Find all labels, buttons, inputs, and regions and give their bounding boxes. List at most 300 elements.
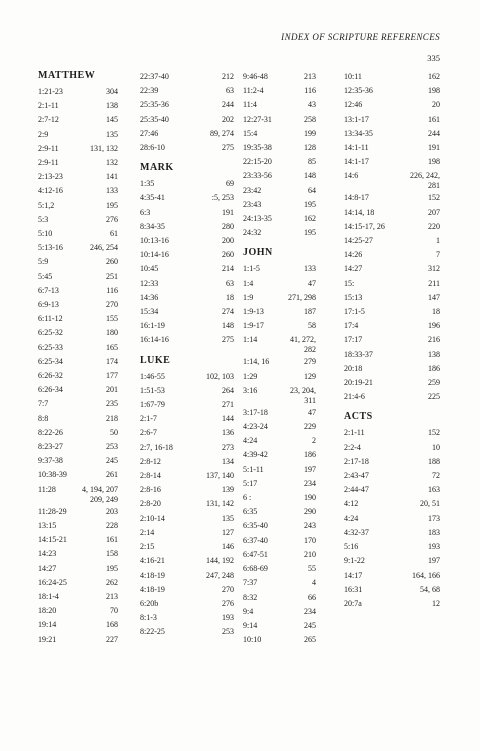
page-references: 244 [222, 100, 234, 110]
scripture-reference: 6:25-34 [38, 356, 63, 366]
scripture-reference: 8:22-25 [140, 627, 165, 637]
page-references: 138 [428, 349, 440, 359]
book-heading: LUKE [140, 354, 171, 366]
index-column-3 [243, 70, 316, 647]
page-references: 213 [304, 72, 316, 81]
scripture-reference: 4:24 [243, 436, 258, 446]
page-references: 290 [304, 507, 316, 517]
page-references: 304 [106, 87, 118, 96]
scripture-reference: 24:13-35 [243, 214, 272, 224]
scripture-reference: 17:17 [344, 335, 363, 345]
page-references: 200 [222, 236, 234, 246]
page-references: 247, 248 [206, 570, 234, 580]
scripture-reference: 1:14 [243, 335, 258, 345]
index-column-4 [344, 70, 440, 611]
index-entry [243, 463, 316, 477]
index-entry [344, 390, 440, 404]
page-references: 55 [308, 564, 316, 574]
page-references: 210 [304, 549, 316, 559]
scripture-reference: 9:46-48 [243, 72, 268, 81]
index-entry [140, 469, 234, 483]
scripture-reference: 14:1-17 [344, 157, 369, 167]
index-entry [344, 248, 440, 262]
index-entry [344, 483, 440, 497]
page-references: 195 [304, 199, 316, 209]
page-references: 128 [304, 143, 316, 153]
scripture-reference: 2:8-14 [140, 471, 161, 481]
scripture-reference: 10:38-39 [38, 470, 67, 480]
page-references: 187 [304, 307, 316, 317]
scripture-reference: 19:35-38 [243, 143, 272, 153]
index-entry [344, 376, 440, 390]
page-references: 265 [304, 635, 316, 645]
index-entry [243, 141, 316, 155]
index-entry [243, 355, 316, 369]
page-references: 186 [428, 363, 440, 373]
index-column-2 [140, 70, 234, 640]
index-entry [140, 141, 234, 155]
scripture-reference: 4:39-42 [243, 450, 268, 460]
scripture-reference: 1:9-13 [243, 307, 264, 317]
page-references: 220 [428, 221, 440, 231]
page-references: 129 [304, 371, 316, 381]
page-references: 173 [428, 513, 440, 523]
scripture-reference: 6:26-34 [38, 385, 63, 395]
scripture-reference: 1:14, 16 [243, 357, 270, 367]
scripture-reference: 1:67-79 [140, 400, 165, 410]
index-entry [243, 333, 316, 355]
scripture-reference: 4:24 [344, 513, 359, 523]
index-entry [140, 426, 234, 440]
scripture-reference: 1:21-23 [38, 87, 63, 96]
index-entry [243, 70, 316, 84]
page-references: 198 [428, 157, 440, 167]
index-entry [38, 440, 118, 454]
scripture-reference: 19:14 [38, 620, 57, 630]
page-references: 275 [222, 335, 234, 345]
scripture-reference: 12:27-31 [243, 114, 272, 124]
page-references: 70 [110, 606, 118, 616]
scripture-reference: 20:7a [344, 598, 362, 608]
index-entry [140, 84, 234, 98]
scripture-reference: 8:34-35 [140, 221, 165, 231]
scripture-reference: 17:4 [344, 321, 359, 331]
scripture-reference: 17:1-5 [344, 307, 365, 317]
page-references: 246, 254 [90, 243, 118, 253]
scripture-reference: 5:9 [38, 257, 49, 267]
scripture-reference: 11:4 [243, 100, 257, 110]
page-references: 138 [106, 101, 118, 111]
scripture-reference: 10:14-16 [140, 250, 169, 260]
page-references: 136 [222, 428, 234, 438]
index-entry [38, 113, 118, 127]
page-references: 190 [304, 493, 316, 503]
index-entry [344, 220, 440, 234]
index-entry [243, 84, 316, 98]
page-references: 279 [304, 357, 316, 367]
scripture-reference: 1:29 [243, 371, 258, 381]
page-references: 116 [304, 86, 316, 96]
page-references: 270 [222, 584, 234, 594]
book-heading: JOHN [243, 247, 273, 259]
scripture-reference: 11:28-29 [38, 506, 67, 516]
index-entry [344, 141, 440, 155]
page-references: 234 [304, 606, 316, 616]
index-entry [344, 469, 440, 483]
index-entry [344, 497, 440, 511]
scripture-reference: 8:22-26 [38, 427, 63, 437]
scripture-reference: 2:9-11 [38, 158, 59, 168]
index-entry [38, 562, 118, 576]
scripture-reference: 16:31 [344, 584, 363, 594]
scripture-reference: 11:2-4 [243, 86, 264, 96]
page-references: 245 [304, 620, 316, 630]
scripture-reference: 16:1-19 [140, 321, 165, 331]
page-references: 141 [106, 172, 118, 182]
page-references: 274 [222, 307, 234, 317]
scripture-reference: 15: [344, 278, 355, 288]
page-references: 253 [106, 442, 118, 452]
index-entry [344, 70, 440, 84]
scripture-reference: 19:21 [38, 634, 57, 644]
page-references: 260 [222, 250, 234, 260]
scripture-reference: 2:7, 16-18 [140, 442, 173, 452]
scripture-reference: 11:28 [38, 484, 56, 494]
page-references: 245 [106, 456, 118, 466]
index-entry [38, 618, 118, 632]
index-entry [38, 326, 118, 340]
page-references: 164, 166 [412, 570, 440, 580]
page-references: 135 [106, 129, 118, 139]
index-entry [140, 384, 234, 398]
scripture-reference: 10:13-16 [140, 236, 169, 246]
page-references: 195 [106, 563, 118, 573]
page-references: 66 [308, 592, 316, 602]
scripture-reference: 23:43 [243, 199, 262, 209]
index-entry [344, 583, 440, 597]
index-entry [38, 199, 118, 213]
page-references: 155 [106, 314, 118, 324]
index-entry [140, 554, 234, 568]
page-references: 63 [226, 278, 234, 288]
page-references: 18 [432, 307, 440, 317]
index-entry [38, 426, 118, 440]
index-entry [140, 234, 234, 248]
scripture-reference: 14:14, 18 [344, 207, 375, 217]
page-references: 144 [222, 414, 234, 424]
section-spacer [140, 155, 234, 162]
scripture-reference: 6:9-13 [38, 300, 59, 310]
index-entry [38, 170, 118, 184]
index-entry [243, 184, 316, 198]
index-entry [243, 420, 316, 434]
scripture-reference: 1:1-5 [243, 264, 260, 274]
scripture-reference: 15:34 [140, 307, 159, 317]
scripture-reference: 14:8-17 [344, 193, 369, 203]
scripture-reference: 9:37-38 [38, 456, 63, 466]
scripture-reference: 18:1-4 [38, 591, 59, 601]
scripture-reference: 6:47-51 [243, 549, 268, 559]
page-references: 228 [106, 520, 118, 530]
page-references: 261 [106, 470, 118, 480]
page-references: 262 [106, 577, 118, 587]
page-references: 234 [304, 478, 316, 488]
scripture-reference: 2:15 [140, 542, 155, 552]
page-references: 276 [106, 214, 118, 224]
book-heading: ACTS [344, 411, 373, 423]
scripture-reference: 7:37 [243, 578, 258, 588]
scripture-reference: 10:10 [243, 635, 262, 645]
scripture-reference: 12:33 [140, 278, 159, 288]
index-entry [38, 412, 118, 426]
page-references: 85 [308, 157, 316, 167]
page-references: 259 [428, 378, 440, 388]
page-references: 202 [222, 114, 234, 124]
scripture-reference: 25:35-40 [140, 114, 169, 124]
index-entry [140, 497, 234, 511]
page-references: 280 [222, 221, 234, 231]
index-entry [140, 569, 234, 583]
scripture-reference: 6:20b [140, 598, 159, 608]
index-entry [243, 169, 316, 183]
page-references: 168 [106, 620, 118, 630]
page-references: 20 [432, 100, 440, 110]
page-references: 212 [222, 72, 234, 81]
scripture-reference: 20:18 [344, 363, 363, 373]
page-references: 161 [428, 114, 440, 124]
scripture-reference: 5:1,2 [38, 200, 55, 210]
page-references: 244 [428, 128, 440, 138]
index-entry [243, 113, 316, 127]
index-entry [38, 468, 118, 482]
index-entry [344, 597, 440, 611]
scripture-reference: 2:6-7 [140, 428, 157, 438]
page-references: 69 [226, 179, 234, 189]
scripture-reference: 10:11 [344, 72, 362, 81]
index-entry [38, 576, 118, 590]
page-references: 203 [106, 506, 118, 516]
index-entry [140, 412, 234, 426]
scripture-reference: 14:27 [38, 563, 57, 573]
index-entry [38, 505, 118, 519]
page-references: 197 [428, 556, 440, 566]
scripture-reference: 4:32-37 [344, 527, 369, 537]
index-entry [344, 426, 440, 440]
page-references: 253 [222, 627, 234, 637]
page-references: 152 [428, 193, 440, 203]
page-references: 275 [222, 143, 234, 153]
index-entry [140, 319, 234, 333]
page-references: 260 [106, 257, 118, 267]
page-references: 152 [428, 428, 440, 438]
page-references: 133 [106, 186, 118, 196]
index-entry [140, 113, 234, 127]
page-references: 211 [428, 278, 440, 288]
scripture-reference: 2:1-11 [344, 428, 365, 438]
index-entry [38, 298, 118, 312]
index-entry [243, 477, 316, 491]
scripture-reference: 5:17 [243, 478, 258, 488]
scripture-reference: 1:9-17 [243, 321, 264, 331]
scripture-reference: 8:1-3 [140, 613, 157, 623]
page-references: 188 [428, 456, 440, 466]
scripture-reference: 8:32 [243, 592, 258, 602]
index-entry [38, 241, 118, 255]
page-references: 89, 274 [210, 128, 234, 138]
scripture-reference: 2:8-20 [140, 499, 161, 509]
index-entry [243, 212, 316, 226]
scripture-reference: 8:8 [38, 413, 49, 423]
index-entry [38, 142, 118, 156]
scripture-reference: 18:20 [38, 606, 57, 616]
scripture-reference: 2:14 [140, 527, 155, 537]
index-entry [243, 505, 316, 519]
index-entry [243, 448, 316, 462]
scripture-reference: 13:34-35 [344, 128, 373, 138]
index-entry [140, 127, 234, 141]
page-references: 195 [106, 200, 118, 210]
index-entry [140, 583, 234, 597]
page-references: 198 [428, 86, 440, 96]
section-spacer [243, 240, 316, 247]
scripture-reference: 14:23 [38, 549, 57, 559]
page-references: 4, 194, 207 209, 249 [82, 484, 118, 504]
index-entry [344, 554, 440, 568]
index-entry [243, 319, 316, 333]
index-entry [344, 206, 440, 220]
index-entry [243, 434, 316, 448]
index-entry [243, 384, 316, 406]
index-entry [38, 483, 118, 505]
index-entry [344, 127, 440, 141]
index-entry [38, 604, 118, 618]
scripture-reference: 14:27 [344, 264, 363, 274]
index-entry [243, 519, 316, 533]
page-references: 2 [312, 436, 316, 446]
page-references: 193 [428, 542, 440, 552]
page-references: 148 [222, 321, 234, 331]
index-entry [38, 227, 118, 241]
index-entry [140, 526, 234, 540]
page-references: 276 [222, 598, 234, 608]
scripture-reference: 4:18-19 [140, 584, 165, 594]
page-references: 271 [222, 400, 234, 410]
scripture-reference: 4:12-16 [38, 186, 63, 196]
page-references: 10 [432, 442, 440, 452]
index-entry [38, 397, 118, 411]
page-references: 227 [106, 634, 118, 644]
scripture-reference: 5:16 [344, 542, 359, 552]
index-entry [344, 362, 440, 376]
page-references: 139 [222, 485, 234, 495]
index-entry [140, 441, 234, 455]
scripture-reference: 4:18-19 [140, 570, 165, 580]
page-references: 54, 68 [420, 584, 440, 594]
page-references: 133 [304, 264, 316, 274]
scripture-reference: 24:32 [243, 228, 262, 238]
page-references: 162 [304, 214, 316, 224]
scripture-reference: 2:1-11 [38, 101, 59, 111]
index-entry [344, 540, 440, 554]
index-entry [344, 98, 440, 112]
scripture-reference: 6:11-12 [38, 314, 63, 324]
page-references: 161 [106, 535, 118, 545]
scripture-reference: 2:8-16 [140, 485, 161, 495]
scripture-reference: 1:46-55 [140, 371, 165, 381]
page-references: 264 [222, 385, 234, 395]
page-references: 43 [308, 100, 316, 110]
scripture-reference: 5:3 [38, 214, 49, 224]
page-references: 12 [432, 598, 440, 608]
scripture-reference: 13:15 [38, 520, 57, 530]
page-references: 258 [304, 114, 316, 124]
page-references: 273 [222, 442, 234, 452]
page-references: 148 [304, 171, 316, 181]
index-entry [140, 611, 234, 625]
index-entry [243, 406, 316, 420]
scripture-reference: 2:9-11 [38, 143, 59, 153]
index-entry [140, 625, 234, 639]
index-entry [140, 370, 234, 384]
page-references: 170 [304, 535, 316, 545]
page-references: 235 [106, 399, 118, 409]
index-entry [243, 155, 316, 169]
scripture-reference: 22:15-20 [243, 157, 272, 167]
scripture-reference: 25:35-36 [140, 100, 169, 110]
scripture-reference: 2:2-4 [344, 442, 361, 452]
scripture-reference: 14:6 [344, 171, 359, 181]
index-entry [38, 519, 118, 533]
scripture-reference: 9:4 [243, 606, 254, 616]
index-entry [38, 270, 118, 284]
scripture-reference: 15:13 [344, 292, 363, 302]
index-entry [243, 548, 316, 562]
index-entry [243, 226, 316, 240]
scripture-reference: 5:10 [38, 229, 53, 239]
index-entry [344, 234, 440, 248]
index-entry [140, 177, 234, 191]
page-references: 229 [304, 422, 316, 432]
index-entry [344, 305, 440, 319]
scripture-reference: 22:39 [140, 86, 159, 96]
index-entry [344, 526, 440, 540]
index-entry [243, 534, 316, 548]
index-entry [38, 633, 118, 647]
index-entry [243, 619, 316, 633]
index-entry [38, 454, 118, 468]
scripture-reference: 18:33-37 [344, 349, 373, 359]
scripture-reference: 5:1-11 [243, 464, 264, 474]
index-entry [243, 562, 316, 576]
index-entry [243, 198, 316, 212]
scripture-reference: 12:46 [344, 100, 363, 110]
scripture-reference: 6:35-40 [243, 521, 268, 531]
index-entry [344, 569, 440, 583]
page-references: 312 [428, 264, 440, 274]
index-entry [243, 633, 316, 647]
page-references: 72 [432, 471, 440, 481]
index-entry [140, 305, 234, 319]
page-references: 41, 272, 282 [290, 335, 316, 355]
scripture-reference: 5:45 [38, 271, 53, 281]
index-entry [38, 341, 118, 355]
index-entry [38, 85, 118, 99]
index-entry [140, 512, 234, 526]
index-entry [344, 512, 440, 526]
scripture-reference: 4:23-24 [243, 422, 268, 432]
scripture-reference: 2:43-47 [344, 471, 369, 481]
index-column-1 [38, 70, 118, 647]
